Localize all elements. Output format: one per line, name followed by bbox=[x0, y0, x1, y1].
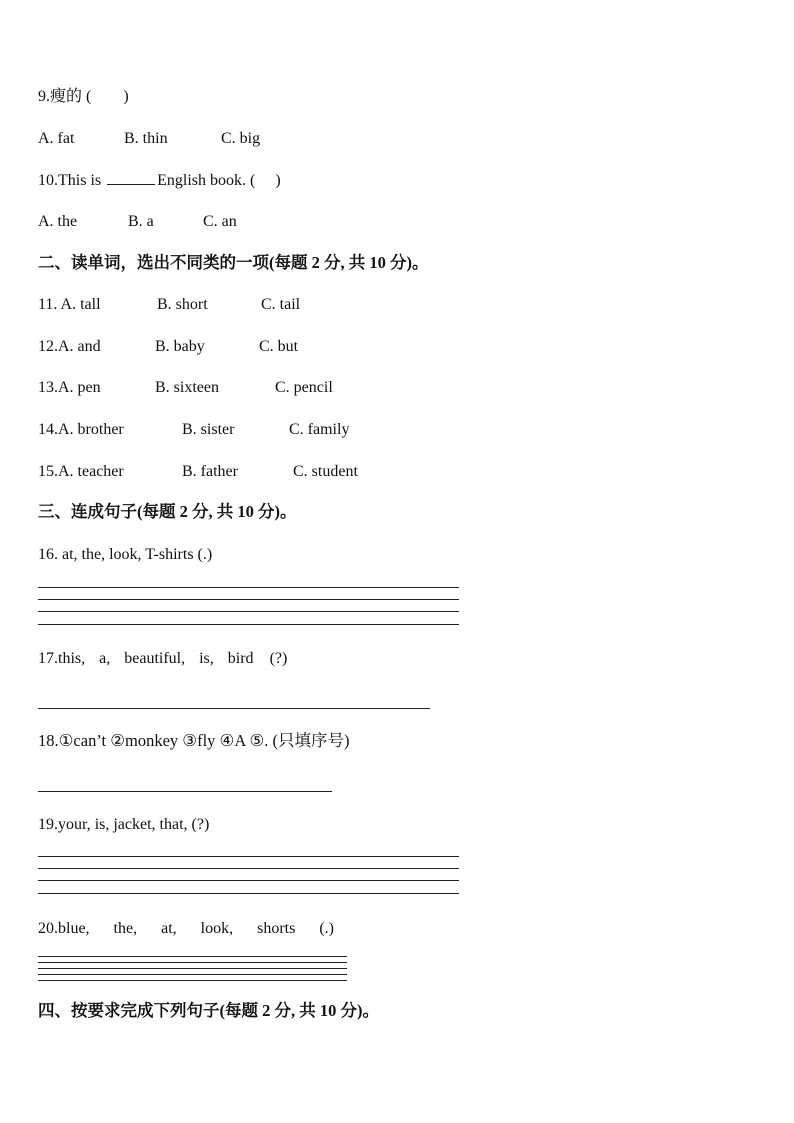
question-11-option-a: 11. A. tall bbox=[38, 296, 101, 313]
question-15-option-a: 15.A. teacher bbox=[38, 463, 124, 480]
answer-line[interactable] bbox=[38, 868, 459, 869]
question-12-option-a: 12.A. and bbox=[38, 338, 101, 355]
question-12-option-b: B. baby bbox=[155, 338, 205, 355]
question-20-word: look, bbox=[200, 920, 234, 937]
question-10-stem-before: 10.This is bbox=[38, 172, 102, 189]
answer-line[interactable] bbox=[38, 856, 459, 857]
question-17-prompt bbox=[38, 649, 287, 669]
answer-line[interactable] bbox=[38, 611, 459, 612]
question-20-prompt bbox=[38, 919, 334, 939]
question-14-option-a: 14.A. brother bbox=[38, 421, 124, 438]
question-20-word: the, bbox=[113, 920, 138, 937]
question-17-word: a, bbox=[99, 650, 111, 667]
answer-line[interactable] bbox=[38, 974, 347, 975]
question-9-stem: 9.瘦的 ( ) bbox=[38, 88, 129, 105]
question-10-stem-after: English book. ( ) bbox=[157, 172, 281, 189]
question-13-option-c: C. pencil bbox=[275, 379, 333, 396]
answer-line[interactable] bbox=[38, 599, 459, 600]
question-10-option-b: B. a bbox=[128, 213, 154, 230]
question-13-option-b: B. sixteen bbox=[155, 379, 219, 396]
question-17-word: 17.this, bbox=[38, 650, 86, 667]
question-20-word: 20.blue, bbox=[38, 920, 90, 937]
answer-line[interactable] bbox=[38, 962, 347, 963]
question-18-prompt: 18.①can’t ②monkey ③fly ④A ⑤. (只填序号) bbox=[38, 731, 350, 750]
question-9-option-c: C. big bbox=[221, 130, 261, 147]
question-11-option-b: B. short bbox=[157, 296, 208, 313]
answer-line[interactable] bbox=[38, 708, 430, 709]
question-10-stem bbox=[38, 170, 281, 191]
answer-blank[interactable] bbox=[107, 170, 155, 185]
answer-line[interactable] bbox=[38, 587, 459, 588]
question-11-option-c: C. tail bbox=[261, 296, 301, 313]
section-3-heading: 三、连成句子(每题 2 分, 共 10 分)。 bbox=[38, 502, 297, 521]
question-20-word: shorts bbox=[257, 920, 296, 937]
question-10-option-c: C. an bbox=[203, 213, 237, 230]
question-13-option-a: 13.A. pen bbox=[38, 379, 101, 396]
question-20-word: at, bbox=[161, 920, 177, 937]
question-15-option-b: B. father bbox=[182, 463, 238, 480]
answer-line[interactable] bbox=[38, 893, 459, 894]
question-17-word: (?) bbox=[269, 650, 288, 667]
question-10-option-a: A. the bbox=[38, 213, 78, 230]
answer-line[interactable] bbox=[38, 980, 347, 981]
question-15-option-c: C. student bbox=[293, 463, 358, 480]
answer-line[interactable] bbox=[38, 624, 459, 625]
question-12-option-c: C. but bbox=[259, 338, 299, 355]
question-14-option-b: B. sister bbox=[182, 421, 235, 438]
answer-line[interactable] bbox=[38, 968, 347, 969]
question-9-option-a: A. fat bbox=[38, 130, 75, 147]
answer-line[interactable] bbox=[38, 791, 332, 792]
question-17-word: is, bbox=[199, 650, 214, 667]
question-19-prompt: 19.your, is, jacket, that, (?) bbox=[38, 816, 210, 833]
question-9-option-b: B. thin bbox=[124, 130, 168, 147]
question-20-word: (.) bbox=[319, 920, 334, 937]
answer-line[interactable] bbox=[38, 956, 347, 957]
question-16-prompt: 16. at, the, look, T-shirts (.) bbox=[38, 546, 213, 563]
question-17-word: beautiful, bbox=[124, 650, 186, 667]
section-4-heading: 四、按要求完成下列句子(每题 2 分, 共 10 分)。 bbox=[38, 1001, 379, 1020]
answer-line[interactable] bbox=[38, 880, 459, 881]
question-17-word: bird bbox=[227, 650, 254, 667]
question-14-option-c: C. family bbox=[289, 421, 350, 438]
section-2-heading: 二、读单词，选出不同类的一项(每题 2 分, 共 10 分)。 bbox=[38, 253, 429, 272]
